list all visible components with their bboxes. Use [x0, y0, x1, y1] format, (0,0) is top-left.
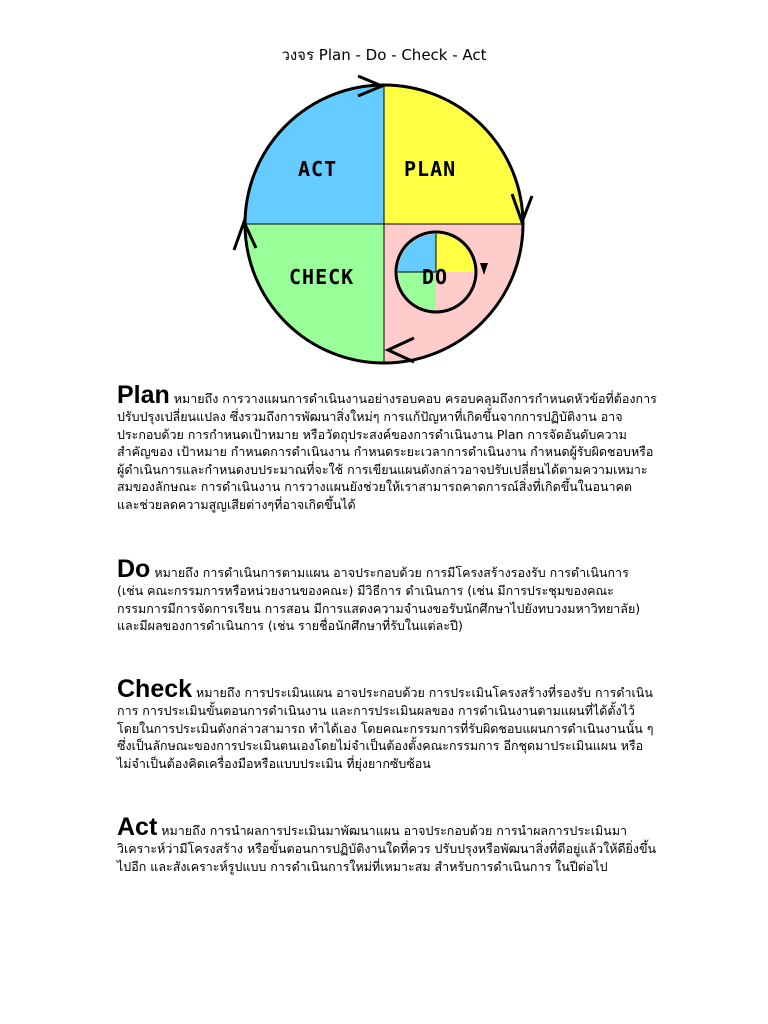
section-check — [117, 677, 657, 772]
body-check: หมายถึง การประเมินแผน อาจประกอบด้วย การประเมินโครงสร้างที่รองรับ การดำเนินการ การประเมินขั้นตอนการดำเนินงาน และการประเมินผลของ การดำเนินงานตามแผนที่ได้ตั้งไว้ โดยในการประเมินดังกล่าวสามารถ ทำได้เอง โดยคณะกรรมการที่รับผิดชอบแผนการดำเนินงานนั้น ๆ ซึ่งเป็นลักษณะของการประเมินตนเองโดยไม่จำเป็นต้องตั้งคณะกรรมการ อีกชุดมาประเมินแผน หรือไม่จำเป็นต้องคิดเครื่องมือหรือแบบประเมิน ที่ยุ่งยากซับซ้อน — [117, 685, 654, 771]
heading-check: Check — [117, 675, 193, 703]
label-act: ACT — [298, 157, 338, 181]
body-plan: หมายถึง การวางแผนการดำเนินงานอย่างรอบคอบ ครอบคลุมถึงการกำหนดหัวข้อที่ต้องการปรับปรุงเปลี่ยนแปลง ซึ่งรวมถึงการพัฒนาสิ่งใหม่ๆ การแก้ปัญหาที่เกิดขึ้นจากการปฏิบัติงาน อาจประกอบด้วย การกำหนดเป้าหมาย หรือวัตถุประสงค์ของการดำเนินงาน Plan การจัดอันดับความสำคัญของ เป้าหมาย กำหนดการดำเนินงาน กำหนดระยะเวลาการดำเนินงาน กำหนดผู้รับผิดชอบหรือผู้ดำเนินการและกำหนดงบประมาณที่จะใช้ การเขียนแผนดังกล่าวอาจปรับเปลี่ยนได้ตามความเหมาะสมของลักษณะ การดำเนินงาน การวางแผนยังช่วยให้เราสามารถคาดการณ์สิ่งที่เกิดขึ้นในอนาคต และช่วยลดความสูญเสียต่างๆที่อาจเกิดขึ้นได้ — [117, 391, 657, 512]
heading-do: Do — [117, 555, 151, 583]
quadrant-plan — [384, 86, 522, 224]
section-plan — [117, 383, 657, 514]
quadrant-act — [246, 86, 384, 224]
body-act: หมายถึง การนำผลการประเมินมาพัฒนาแผน อาจประกอบด้วย การนำผลการประเมินมาวิเคราะห์ว่ามีโครงสร้าง หรือขั้นตอนการปฏิบัติงานใดที่ควร ปรับปรุงหรือพัฒนาสิ่งที่ดีอยู่แล้วให้ดียิ่งขึ้นไปอีก และสังเคราะห์รูปแบบ การดำเนินการใหม่ที่เหมาะสม สำหรับการดำเนินการ ในปีต่อไป — [117, 823, 657, 874]
page-title: วงจร Plan - Do - Check - Act — [281, 46, 487, 64]
heading-act: Act — [117, 813, 158, 841]
pdca-cycle-diagram — [226, 72, 546, 372]
quadrant-check — [246, 224, 384, 362]
label-plan: PLAN — [404, 157, 457, 181]
label-do: DO — [422, 265, 449, 289]
section-act — [117, 815, 657, 875]
heading-plan: Plan — [117, 381, 170, 409]
body-do: หมายถึง การดำเนินการตามแผน อาจประกอบด้วย การมีโครงสร้างรองรับ การดำเนินการ (เช่น คณะกรรมการหรือหน่วยงานของคณะ) มีวิธีการ ดำเนินการ (เช่น มีการประชุมของคณะกรรมการมีการจัดการเรียน การสอน มีการแสดงความจำนงขอรับนักศึกษาไปยังทบวงมหาวิทยาลัย) และมีผลของการดำเนินการ (เช่น รายชื่อนักศึกษาที่รับในแต่ละปี) — [117, 565, 641, 634]
section-do — [117, 557, 657, 635]
label-check: CHECK — [289, 265, 355, 289]
